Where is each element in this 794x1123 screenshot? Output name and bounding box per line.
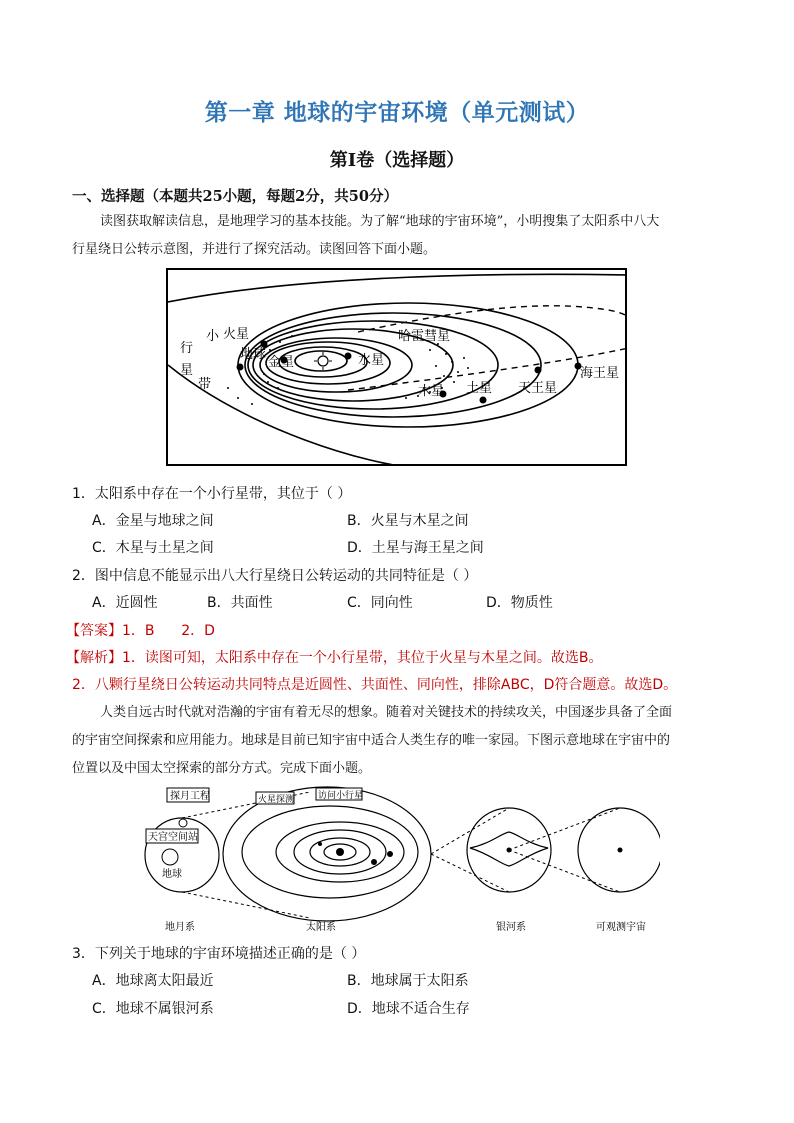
label-neptune: 海王星: [580, 366, 620, 381]
label-mars-probe: 火星探测: [258, 795, 295, 805]
passage-2-line-3: 位置以及中国太空探索的部分方式。完成下面小题。: [72, 761, 372, 776]
label-lunar-project: 探月工程: [170, 791, 210, 802]
passage-2-line-2: 的宇宙空间探索和应用能力。地球是目前已知宇宙中适合人类生存的唯一家园。下图示意地球在宇宙中的: [72, 733, 671, 748]
question-3-option-d: D．地球不适合生存: [347, 1001, 470, 1017]
label-asteroid-belt-3: 星: [180, 363, 194, 378]
question-1-option-b: B．火星与木星之间: [347, 513, 469, 529]
solar-orbit-diagram: [168, 270, 627, 466]
passage-2: [72, 699, 722, 783]
label-mars: 火星: [223, 327, 250, 342]
analysis-tag: 【解析】: [66, 650, 122, 666]
page-title: 第一章 地球的宇宙环境（单元测试）: [204, 100, 590, 126]
volume-title: 第I卷（选择题）: [329, 150, 465, 171]
label-uranus: 天王星: [518, 381, 558, 396]
planet-earth: [237, 364, 244, 371]
question-1-stem: 1．太阳系中存在一个小行星带，其位于（ ）: [72, 486, 352, 502]
label-solar-system: 太阳系: [306, 922, 336, 933]
question-2-stem: 2．图中信息不能显示出八大行星绕日公转运动的共同特征是（ ）: [72, 568, 478, 584]
label-space-station: 天宫空间站: [148, 832, 198, 843]
question-3-stem: 3．下列关于地球的宇宙环境描述正确的是（ ）: [72, 946, 366, 962]
question-2-option-c: C．同向性: [347, 595, 413, 611]
label-asteroid-belt-1: 小: [206, 329, 220, 344]
label-earth-2: 地球: [162, 869, 182, 880]
sun-symbol: [318, 356, 328, 366]
passage-1-line-1: 读图获取解读信息，是地理学习的基本技能。为了解“地球的宇宙环境”，小明搜集了太阳系中八大: [100, 214, 660, 229]
label-asteroid-visit: 访问小行星: [318, 791, 364, 801]
answer-tag: 【答案】: [66, 623, 122, 639]
earth-symbol: [162, 849, 178, 865]
question-3-option-b: B．地球属于太阳系: [347, 973, 469, 989]
analysis-line-1: [66, 647, 603, 667]
label-observable-universe: 可观测宇宙: [596, 922, 646, 933]
question-2-option-a: A．近圆性: [92, 595, 158, 611]
passage-1: [72, 208, 722, 264]
planet-uranus: [535, 367, 542, 374]
answer-text: 1．B 2．D: [122, 623, 215, 639]
analysis-line-2: 2．八颗行星绕日公转运动共同特点是近圆性、共面性、同向性，排除ABC，D符合题意。故选D。: [72, 677, 678, 693]
moon-symbol: [179, 819, 187, 827]
label-venus: 金星: [268, 355, 295, 370]
question-1-option-a: A．金星与地球之间: [92, 513, 214, 529]
question-3-option-c: C．地球不属银河系: [92, 1001, 214, 1017]
passage-1-line-2: 行星绕日公转示意图，并进行了探究活动。读图回答下面小题。: [72, 242, 437, 257]
question-1-option-d: D．土星与海王星之间: [347, 540, 484, 556]
analysis-text-1: 1．读图可知，太阳系中存在一个小行星带，其位于火星与木星之间。故选B。: [122, 650, 603, 666]
sun-dot: [336, 848, 344, 856]
question-1-option-c: C．木星与土星之间: [92, 540, 214, 556]
label-saturn: 土星: [466, 381, 493, 396]
universe-diagram: [140, 782, 660, 940]
question-2-option-b: B．共面性: [207, 595, 273, 611]
label-comet: 哈雷彗星: [398, 329, 451, 344]
question-3-option-a: A．地球离太阳最近: [92, 973, 214, 989]
question-2-option-d: D．物质性: [486, 595, 553, 611]
outer-orbit-top: [168, 274, 627, 302]
universe-figure: [140, 782, 660, 940]
answer-block: [66, 620, 215, 640]
label-asteroid-belt-4: 带: [198, 377, 212, 392]
label-earth: 地球: [240, 347, 267, 362]
passage-2-line-1: 人类自远古时代就对浩瀚的宇宙有着无尽的想象。随着对关键技术的持续攻关，中国逐步具备了全面: [100, 705, 673, 720]
galaxy-position-dot: [507, 848, 512, 853]
label-milky-way: 银河系: [496, 922, 526, 933]
label-mercury: 水星: [358, 353, 385, 368]
label-earth-moon-system: 地月系: [165, 922, 195, 933]
planet-mercury: [345, 353, 352, 360]
section-heading: 一、选择题（本题共25小题，每题2分，共50分）: [72, 188, 398, 205]
universe-position-dot: [618, 848, 623, 853]
solar-system-outer: [223, 787, 431, 921]
planet-saturn: [480, 397, 487, 404]
solar-orbit-figure: [166, 268, 627, 466]
label-jupiter: 木星: [418, 384, 445, 399]
label-asteroid-belt-2: 行: [180, 341, 194, 356]
